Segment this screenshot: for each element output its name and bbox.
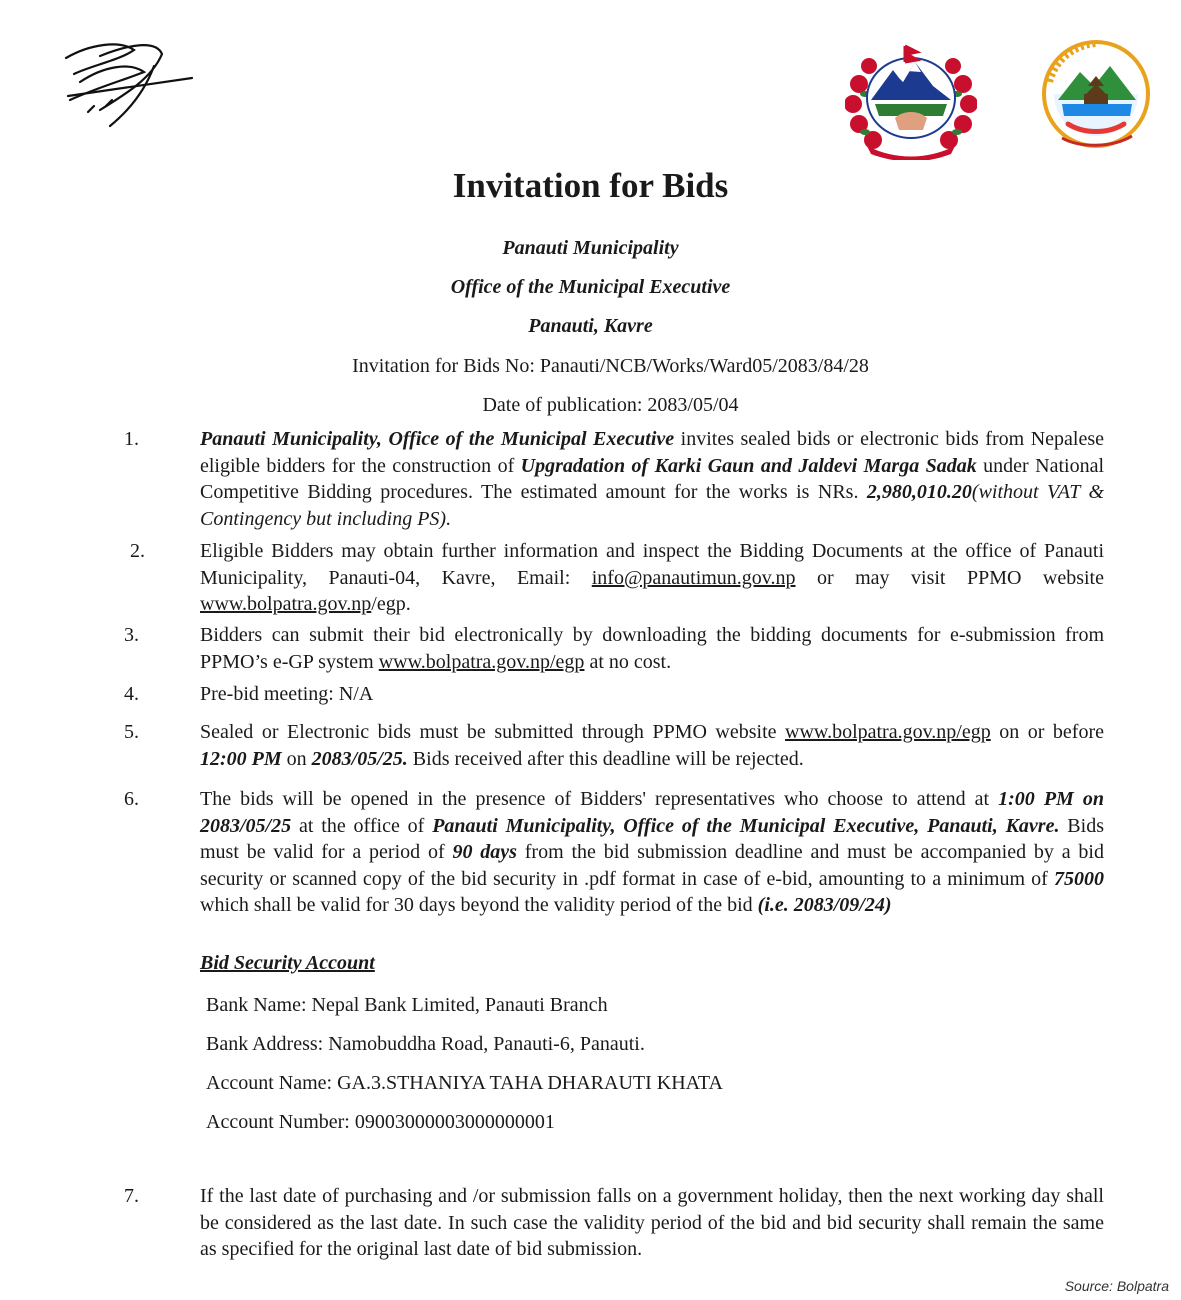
page-title: Invitation for Bids (452, 166, 729, 205)
ifb-number: Invitation for Bids No: Panauti/NCB/Works/Ward05/2083/84/28 (352, 355, 869, 377)
item-number: 5. (124, 721, 139, 743)
item-number: 4. (124, 683, 139, 705)
signature-image (60, 36, 200, 131)
account-number: Account Number: 09003000003000000001 (206, 1111, 555, 1133)
egp-link[interactable]: www.bolpatra.gov.np/egp (785, 721, 991, 743)
egp-link[interactable]: www.bolpatra.gov.np/egp (378, 650, 585, 673)
item-text: Panauti Municipality, Office of the Municipal Executive invites sealed bids or electronic bids from Nepalese eligible bidders for the construction of Upgradation of Karki Gaun and Jaldevi Marga Sadak under National Competitive Bidding procedures. The estimated amount for the works is NRs. 2,980,010.20(without VAT & Contingency but including PS). (200, 428, 1105, 530)
item-text: Bidders can submit their bid electronically by downloading the bidding documents for e-submission from PPMO’s e-GP system www.bolpatra.gov.np/egp at no cost. (200, 624, 1104, 673)
organization-name: Panauti Municipality (502, 237, 679, 259)
bank-name: Bank Name: Nepal Bank Limited, Panauti Branch (206, 994, 608, 1016)
account-name: Account Name: GA.3.STHANIYA TAHA DHARAUTI KHATA (206, 1072, 723, 1094)
bolpatra-link[interactable]: www.bolpatra.gov.np (200, 593, 372, 615)
item-text: Pre-bid meeting: N/A (200, 683, 374, 705)
item-number: 7. (124, 1185, 139, 1207)
item-text: Sealed or Electronic bids must be submitted through PPMO website www.bolpatra.gov.np/egp on or before 12:00 PM on 2083/05/25. Bids received after this deadline will be rejected. (200, 721, 1104, 770)
item-number: 6. (124, 788, 139, 810)
item-text: If the last date of purchasing and /or submission falls on a government holiday, then the next working day shall be considered as the last date. In such case the validity period of the bid and bid security shall remain the same as specified for the original last date of bid submission. (200, 1185, 1104, 1260)
item-text: Eligible Bidders may obtain further information and inspect the Bidding Documents at the office of Panauti Municipality, Panauti-04, Kavre, Email: info@panautimun.gov.np or may visit PPMO website www.bolpatra.gov.np/egp. (200, 540, 1104, 615)
panauti-municipality-logo-icon (1040, 38, 1152, 150)
item-text: The bids will be opened in the presence of Bidders' representatives who choose to attend at 1:00 PM on 2083/05/25 at the office of Panauti Municipality, Office of the Municipal Executive, Panauti, Kavre. Bids must be valid for a period of 90 days from the bid submission deadline and must be accompanied by a bid security or scanned copy of the bid security in .pdf format in case of e-bid, amounting to a minimum of 75000 which shall be valid for 30 days beyond the validity period of the bid (i.e. 2083/09/24) (200, 788, 1104, 916)
item-number: 1. (124, 428, 139, 450)
office-location: Panauti, Kavre (528, 315, 653, 337)
source-credit: Source: Bolpatra (1064, 1278, 1169, 1294)
bank-section-heading: Bid Security Account (200, 952, 375, 974)
item-number: 3. (124, 624, 139, 646)
office-name: Office of the Municipal Executive (450, 276, 731, 298)
government-emblem-icon (845, 38, 977, 160)
bank-address: Bank Address: Namobuddha Road, Panauti-6, Panauti. (206, 1033, 645, 1055)
email-link[interactable]: info@panautimun.gov.np (591, 566, 796, 589)
item-number: 2. (130, 540, 145, 562)
publication-date: Date of publication: 2083/05/04 (482, 394, 739, 416)
